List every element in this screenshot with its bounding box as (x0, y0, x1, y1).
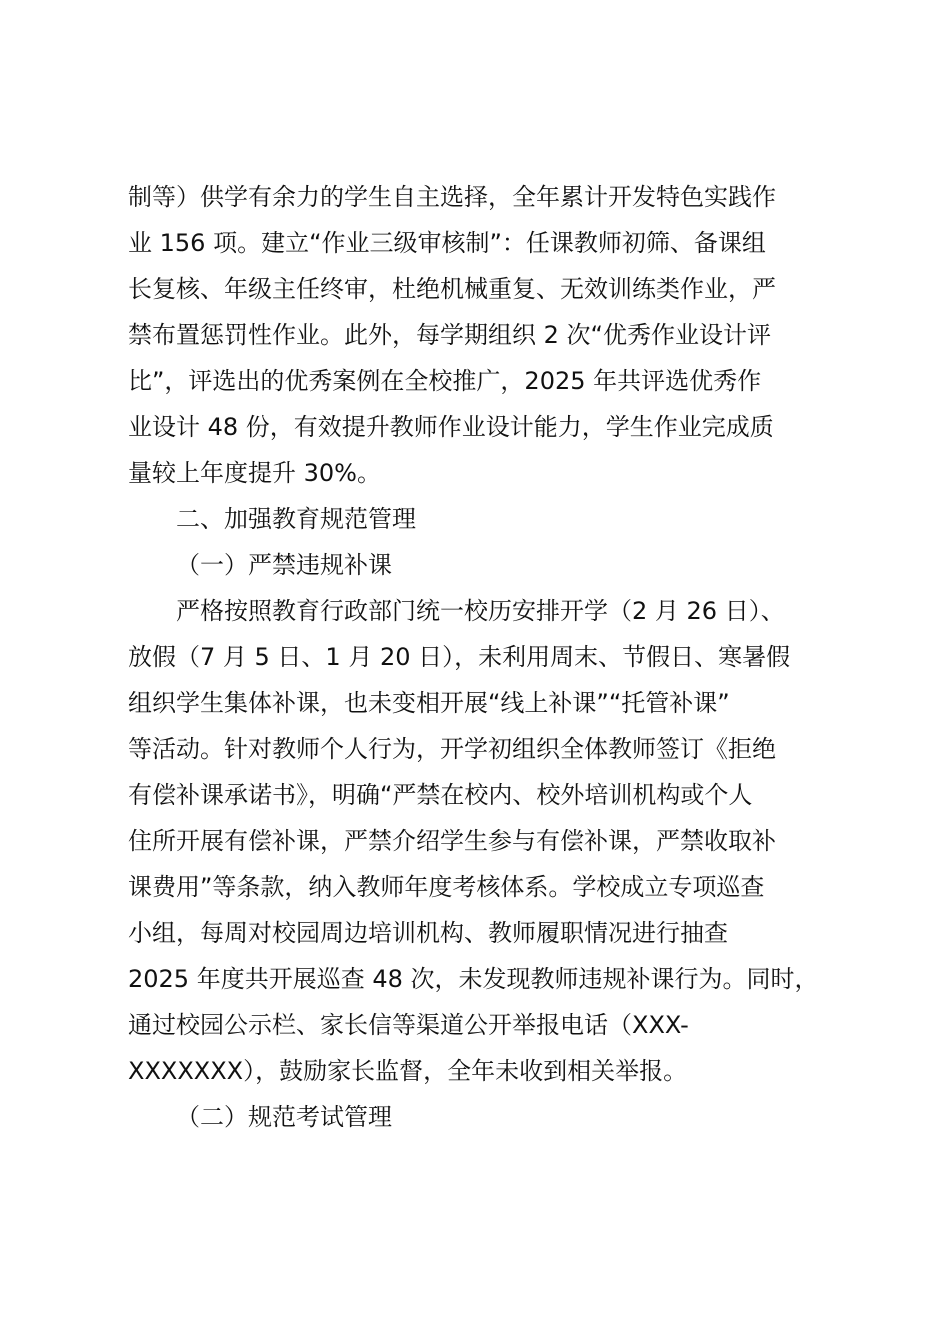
paragraph-line: 有偿补课承诺书》，明确“严禁在校内、校外培训机构或个人 (128, 781, 753, 809)
sub-heading: （一）严禁违规补课 (176, 551, 392, 579)
paragraph-line: 禁布置惩罚性作业。此外，每学期组织 2 次“优秀作业设计评 (128, 321, 771, 349)
section-heading: 二、加强教育规范管理 (176, 505, 416, 533)
paragraph-line: XXXXXXX），鼓励家长监督，全年未收到相关举报。 (128, 1057, 688, 1085)
paragraph-line: 2025 年度共开展巡查 48 次，未发现教师违规补课行为。同时， (128, 965, 819, 993)
paragraph-line: 业设计 48 份，有效提升教师作业设计能力，学生作业完成质 (128, 413, 774, 441)
paragraph-line: 制等）供学有余力的学生自主选择，全年累计开发特色实践作 (128, 183, 776, 211)
paragraph-line: 比”，评选出的优秀案例在全校推广，2025 年共评选优秀作 (128, 367, 762, 395)
paragraph-line: 通过校园公示栏、家长信等渠道公开举报电话（XXX- (128, 1011, 689, 1039)
paragraph-line: 放假（7 月 5 日、1 月 20 日），未利用周末、节假日、寒暑假 (128, 643, 791, 671)
paragraph-line: 组织学生集体补课，也未变相开展“线上补课”“托管补课” (128, 689, 730, 717)
paragraph-line: 小组，每周对校园周边培训机构、教师履职情况进行抽查 (128, 919, 728, 947)
paragraph-line: 业 156 项。建立“作业三级审核制”：任课教师初筛、备课组 (128, 229, 766, 257)
paragraph-line: 严格按照教育行政部门统一校历安排开学（2 月 26 日）、 (176, 597, 785, 625)
sub-heading: （二）规范考试管理 (176, 1103, 392, 1131)
paragraph-line: 等活动。针对教师个人行为，开学初组织全体教师签订《拒绝 (128, 735, 776, 763)
paragraph-line: 量较上年度提升 30%。 (128, 459, 381, 487)
paragraph-line: 课费用”等条款，纳入教师年度考核体系。学校成立专项巡查 (128, 873, 765, 901)
paragraph-line: 住所开展有偿补课，严禁介绍学生参与有偿补课，严禁收取补 (128, 827, 776, 855)
paragraph-line: 长复核、年级主任终审，杜绝机械重复、无效训练类作业，严 (128, 275, 776, 303)
